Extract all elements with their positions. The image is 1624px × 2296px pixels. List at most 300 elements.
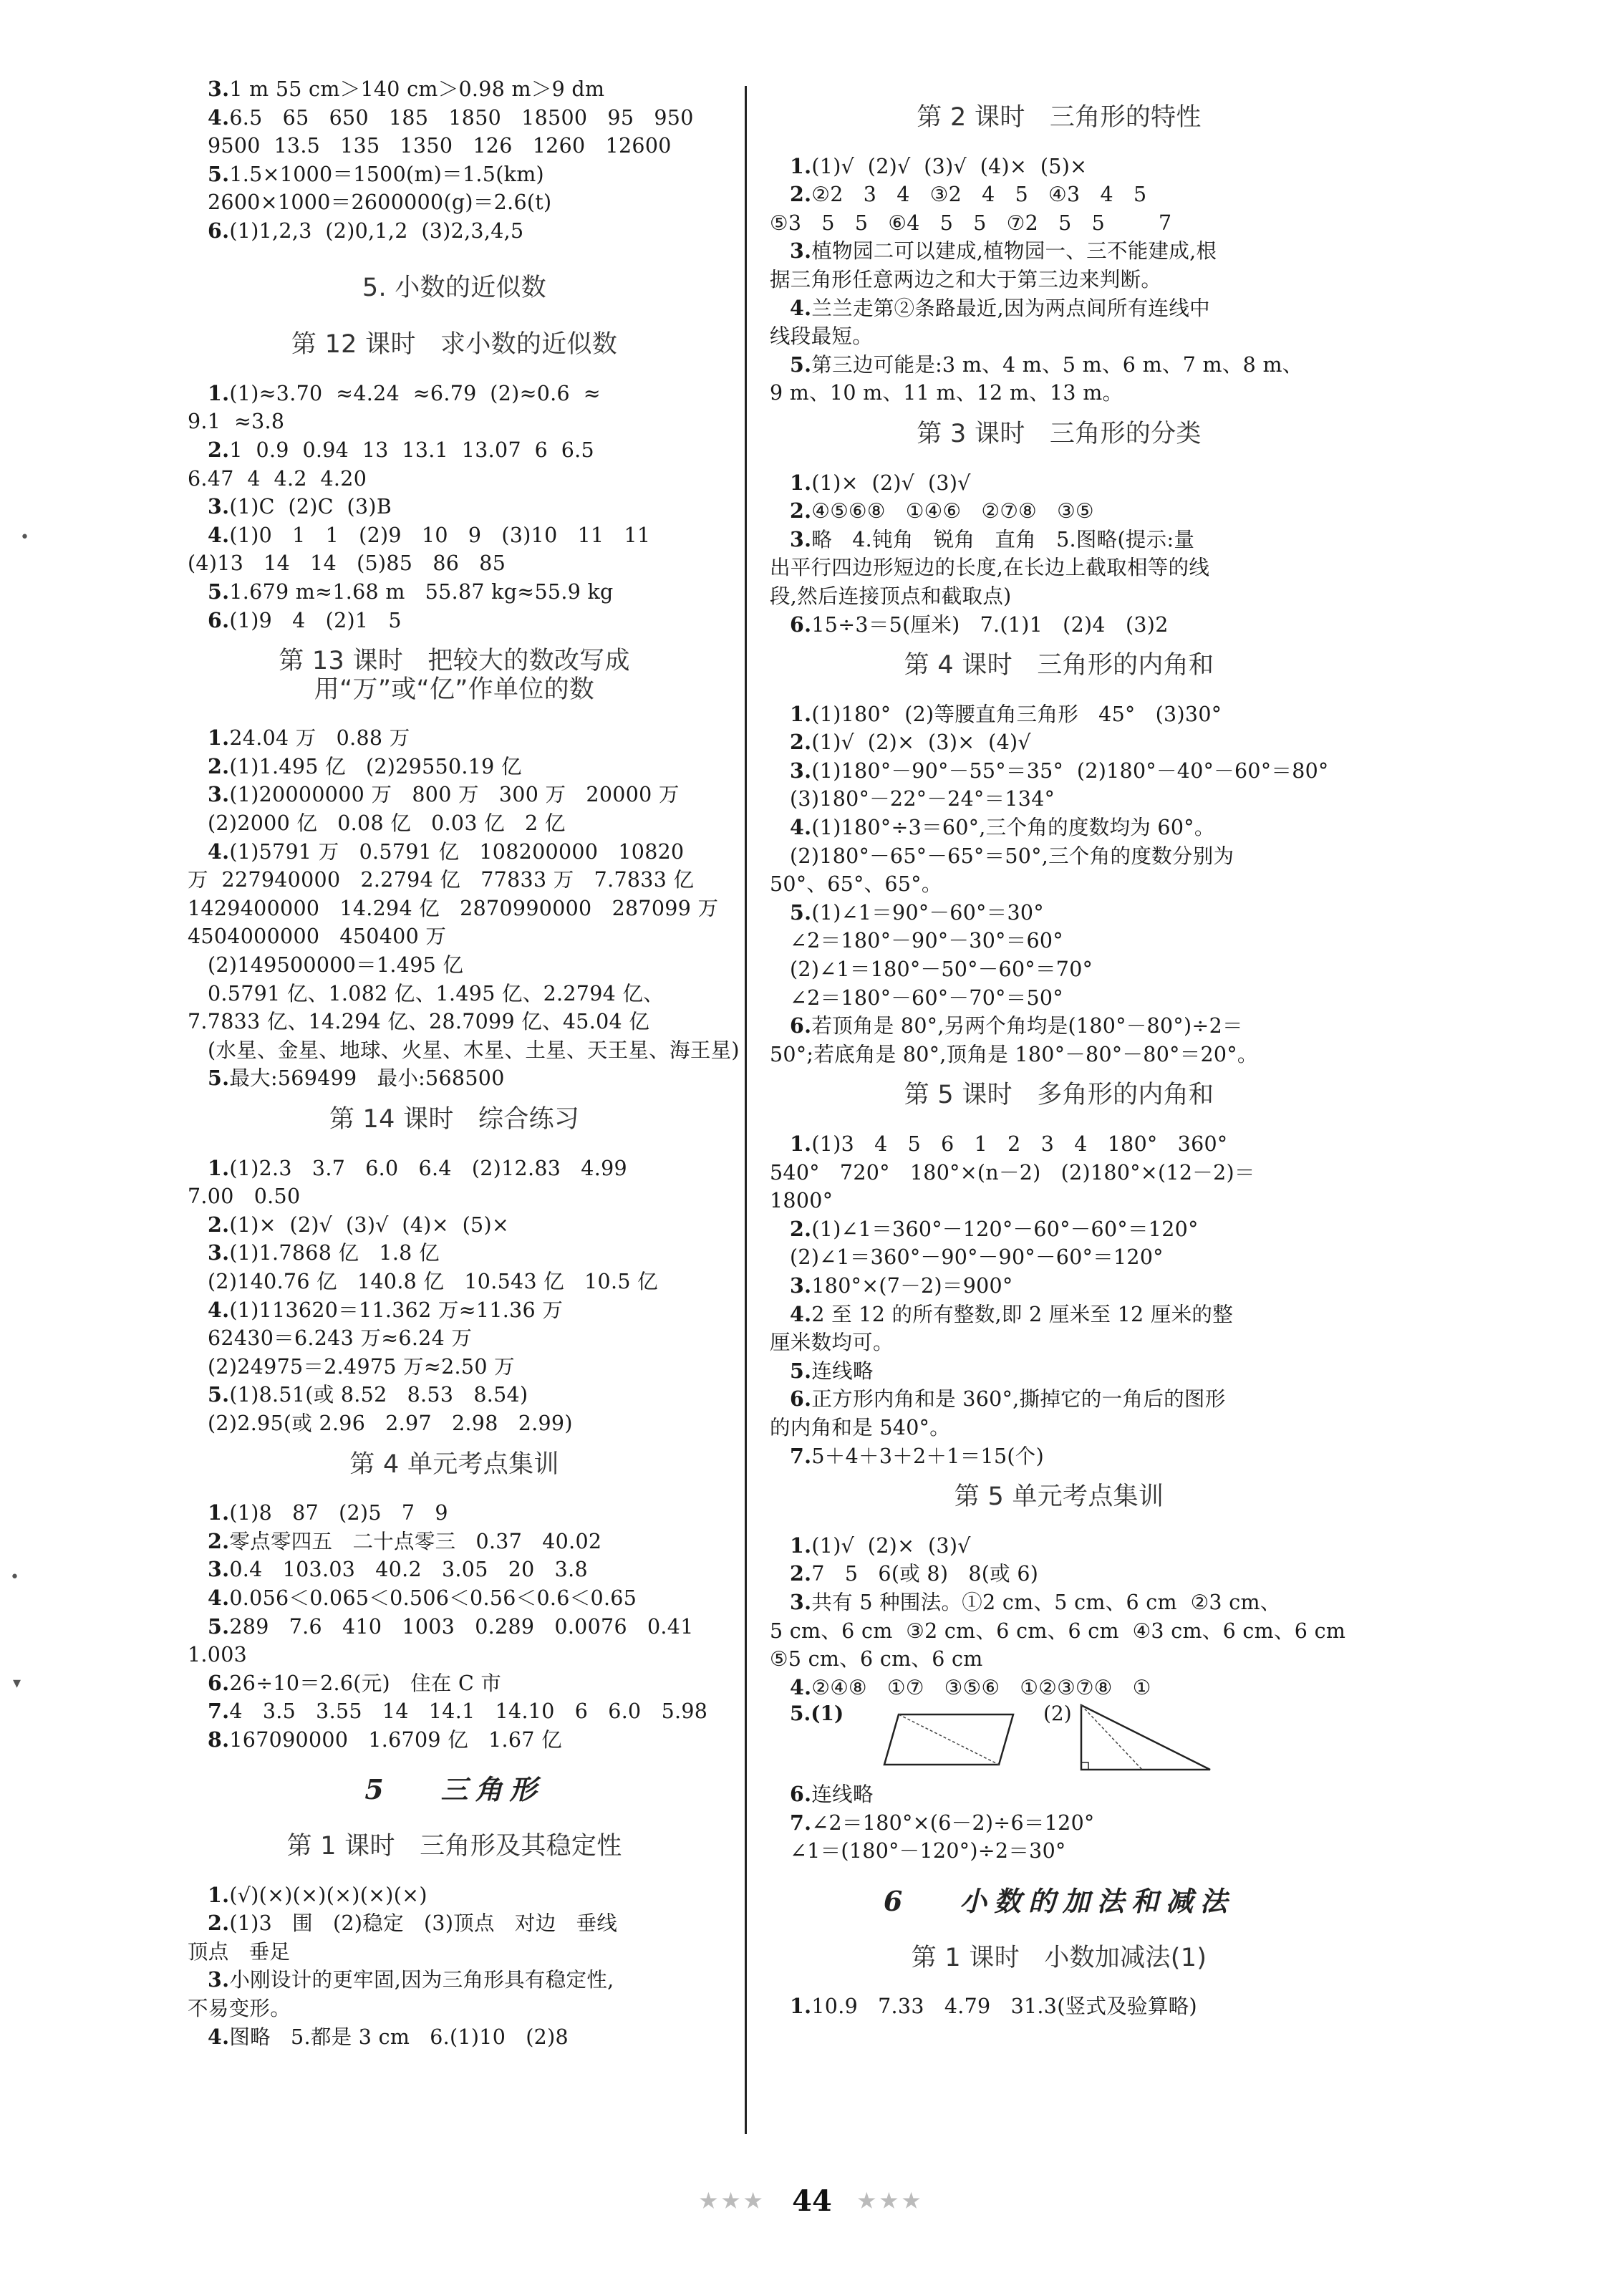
answer-text: 26÷10＝2.6(元) 住在 C 市 <box>229 1671 502 1695</box>
answer-line <box>188 753 721 781</box>
answer-text: (1)113620＝11.362 万≈11.36 万 <box>229 1298 564 1322</box>
answer-text: 7.7833 亿、14.294 亿、28.7099 亿、45.04 亿 <box>188 1010 650 1034</box>
answer-text: 1429400000 14.294 亿 2870990000 287099 万 <box>188 896 719 920</box>
answer-line <box>188 549 721 578</box>
answer-line <box>770 294 1348 323</box>
answer-text: 0.056＜0.065＜0.506＜0.56＜0.6＜0.65 <box>229 1586 637 1610</box>
question-number: 5. <box>208 161 230 186</box>
answer-text: (1)180° (2)等腰直角三角形 45° (3)30° <box>811 702 1222 726</box>
answer-text: 1800° <box>770 1189 833 1213</box>
unit-title: 6 小数的加法和减法 <box>883 1885 1235 1918</box>
answer-text: (2)∠1＝180°－50°－60°＝70° <box>790 958 1093 982</box>
question-number: 6. <box>208 1670 230 1695</box>
answer-line <box>188 407 721 436</box>
answer-line <box>188 809 721 838</box>
question-number: 5. <box>208 1382 230 1407</box>
answer-line <box>770 209 1348 238</box>
answer-figures <box>770 1702 1348 1780</box>
answer-line <box>188 866 721 894</box>
answer-text: 顶点 垂足 <box>188 1939 291 1964</box>
answer-text: 62430＝6.243 万≈6.24 万 <box>208 1326 473 1351</box>
answer-text: 最大:569499 最小:568500 <box>229 1066 505 1091</box>
answer-text: (1)1.495 亿 (2)29550.19 亿 <box>229 754 522 778</box>
answer-text: 1 0.9 0.94 13 13.1 13.07 6 6.5 <box>229 438 594 462</box>
question-number: 4. <box>790 295 812 320</box>
answer-text: 6.47 4 4.2 4.20 <box>188 466 367 491</box>
answer-text: 小刚设计的更牢固,因为三角形具有稳定性, <box>229 1968 614 1992</box>
answer-line <box>188 1499 721 1528</box>
question-number: 5. <box>208 1614 230 1639</box>
question-number: 2. <box>790 182 812 207</box>
section-heading: 第 12 课时 求小数的近似数 <box>291 330 618 360</box>
answer-text: (2)149500000＝1.495 亿 <box>208 953 464 978</box>
question-number: 3. <box>208 1967 230 1992</box>
figure-label-1: 5.(1) <box>790 1702 844 1726</box>
question-number: 4. <box>208 839 230 864</box>
answer-line <box>770 1243 1348 1272</box>
page-number: 44 <box>792 2184 832 2218</box>
answer-text: (1)√ (2)× (3)√ <box>811 1533 971 1558</box>
answer-line <box>770 1130 1348 1159</box>
question-number: 2. <box>208 437 230 462</box>
section-heading: 第 14 课时 综合练习 <box>329 1105 580 1134</box>
answer-text: 540° 720° 180°×(n－2) (2)180°×(12－2)＝ <box>770 1160 1255 1185</box>
spacer <box>188 1093 721 1106</box>
question-number: 3. <box>208 1557 230 1582</box>
answer-line <box>188 2023 721 2052</box>
question-number: 1. <box>208 725 230 751</box>
question-number: 5. <box>790 1358 812 1383</box>
answer-text: 1.5×1000＝1500(m)＝1.5(km) <box>229 162 544 186</box>
question-number: 3. <box>208 494 230 519</box>
answer-line <box>770 927 1348 955</box>
spacer <box>188 704 721 724</box>
answer-text: 6.5 65 650 185 1850 18500 95 950 <box>229 105 694 130</box>
spacer <box>770 1069 1348 1081</box>
question-number: 5. <box>790 899 812 925</box>
question-number: 1. <box>208 1500 230 1525</box>
answer-line <box>188 1584 721 1613</box>
question-number: 3. <box>208 77 230 101</box>
question-number: 1. <box>790 1994 812 2019</box>
answer-text: 24.04 万 0.88 万 <box>229 726 410 751</box>
spacer <box>188 1438 721 1451</box>
section-heading: 第 2 课时 三角形的特性 <box>917 103 1202 132</box>
answer-text: 4 3.5 3.55 14 14.1 14.10 6 6.0 5.98 <box>229 1699 708 1724</box>
answer-text: 1.679 m≈1.68 m 55.87 kg≈55.9 kg <box>229 579 614 604</box>
answer-text: ⑤3 5 5 ⑥4 5 5 ⑦2 5 5 7 <box>770 211 1172 235</box>
answer-line <box>188 1353 721 1381</box>
question-number: 3. <box>790 758 812 783</box>
question-number: 4. <box>790 1674 812 1699</box>
answer-line <box>770 351 1348 380</box>
spacer <box>770 449 1348 469</box>
answer-text: (1)∠1＝360°－120°－60°－60°＝120° <box>811 1217 1199 1241</box>
answer-line <box>770 842 1348 871</box>
answer-line <box>188 1064 721 1093</box>
answer-text: 15÷3＝5(厘米) 7.(1)1 (2)4 (3)2 <box>811 612 1169 637</box>
answer-text: 连线略 <box>811 1783 874 1807</box>
question-number: 3. <box>790 1589 812 1614</box>
answer-text: 10.9 7.33 4.79 31.3(竖式及验算略) <box>811 1994 1197 2019</box>
question-number: 1. <box>790 153 812 178</box>
answer-text: (2)2.95(或 2.96 2.97 2.98 2.99) <box>208 1411 573 1435</box>
answer-text: (1)180°－90°－55°＝35° (2)180°－40°－60°＝80° <box>811 758 1329 783</box>
answer-line <box>188 951 721 980</box>
answer-text: 段,然后连接顶点和截取点) <box>770 584 1012 608</box>
answer-text: 兰兰走第②条路最近,因为两点间所有连线中 <box>811 296 1210 320</box>
spacer <box>770 1470 1348 1483</box>
answer-text: 不易变形。 <box>188 1997 291 2021</box>
answer-text: 4504000000 450400 万 <box>188 925 447 949</box>
answer-line <box>770 526 1348 554</box>
question-number: 4. <box>208 2024 230 2049</box>
spacer <box>770 407 1348 420</box>
answer-text: (1)20000000 万 800 万 300 万 20000 万 <box>229 783 680 807</box>
answer-line <box>188 781 721 809</box>
answer-line <box>188 1697 721 1726</box>
answer-line <box>770 1532 1348 1561</box>
answer-line <box>188 1036 740 1065</box>
right-column <box>770 75 1348 2021</box>
answer-line <box>188 1324 721 1353</box>
answer-text: (2)2000 亿 0.08 亿 0.03 亿 2 亿 <box>208 811 566 836</box>
answer-line <box>188 1239 721 1268</box>
answer-line <box>770 1414 1348 1442</box>
answer-text: 的内角和是 540°。 <box>770 1415 951 1439</box>
answer-line <box>770 1215 1348 1244</box>
answer-text: 1 m 55 cm＞140 cm＞0.98 m＞9 dm <box>229 77 605 101</box>
answer-line <box>188 1966 721 1994</box>
answer-line <box>188 1182 721 1211</box>
answer-text: 厘米数均可。 <box>770 1331 894 1355</box>
section-heading: 第 5 课时 多角形的内角和 <box>904 1081 1214 1110</box>
question-number: 1. <box>208 1882 230 1907</box>
question-number: 4. <box>208 105 230 130</box>
question-number: 1. <box>208 1155 230 1180</box>
answer-line <box>188 578 721 607</box>
answer-line <box>188 188 721 217</box>
answer-line <box>770 497 1348 526</box>
answer-text: 289 7.6 410 1003 0.289 0.0076 0.41 <box>229 1614 694 1639</box>
answer-line <box>188 521 721 550</box>
question-number: 3. <box>790 1273 812 1298</box>
answer-text: 共有 5 种围法。①2 cm、5 cm、6 cm ②3 cm、 <box>811 1590 1281 1614</box>
answer-text: (1)≈3.70 ≈4.24 ≈6.79 (2)≈0.6 ≈ <box>229 381 601 405</box>
unit-title: 5 三角形 <box>364 1773 544 1806</box>
answer-text: ∠2＝180°－90°－30°＝60° <box>790 929 1063 953</box>
answer-text: 180°×(7－2)＝900° <box>811 1273 1013 1298</box>
question-number: 1. <box>208 380 230 405</box>
answer-text: (2)∠1＝360°－90°－90°－60°＝120° <box>790 1245 1164 1270</box>
column-divider <box>745 86 747 2134</box>
spacer <box>770 75 1348 104</box>
answer-line <box>770 870 1348 899</box>
answer-text: (2)180°－65°－65°＝50°,三个角的度数分别为 <box>790 844 1234 868</box>
answer-line <box>770 955 1348 984</box>
left-column <box>188 75 740 2051</box>
answer-line <box>770 1041 1348 1069</box>
question-number: 3. <box>790 526 812 551</box>
answer-line <box>188 493 721 521</box>
answer-text: 9.1 ≈3.8 <box>188 410 285 434</box>
question-number: 3. <box>790 238 812 264</box>
spacer <box>770 1916 1348 1944</box>
answer-line <box>770 582 1348 611</box>
answer-text: 正方形内角和是 360°,撕掉它的一角后的图形 <box>811 1387 1226 1412</box>
answer-line <box>188 1409 721 1438</box>
answer-line <box>770 153 1348 181</box>
answer-line <box>770 1588 1348 1617</box>
question-number: 6. <box>790 1386 812 1412</box>
spacer <box>188 360 721 380</box>
answer-line <box>770 1012 1348 1041</box>
answer-text: (1)∠1＝90°－60°＝30° <box>811 900 1044 925</box>
answer-text: 连线略 <box>811 1359 874 1383</box>
answer-line <box>188 894 721 923</box>
answer-text: 5 cm、6 cm ③2 cm、6 cm、6 cm ④3 cm、6 cm、6 cm <box>770 1619 1346 1643</box>
answer-text: 2 至 12 的所有整数,即 2 厘米至 12 厘米的整 <box>811 1302 1234 1326</box>
answer-line <box>188 1909 721 1938</box>
answer-line <box>770 611 1348 640</box>
answer-line <box>770 1780 1348 1809</box>
answer-text: (4)13 14 14 (5)85 86 85 <box>188 551 506 576</box>
answer-line <box>188 922 721 951</box>
answer-line <box>770 814 1348 842</box>
answer-line <box>770 1837 1348 1866</box>
answer-line <box>770 984 1348 1013</box>
answer-text: ∠2＝180°－60°－70°＝50° <box>790 985 1063 1010</box>
answer-line <box>188 1268 721 1296</box>
spacer <box>770 1110 1348 1130</box>
answer-text: (2)24975＝2.4975 万≈2.50 万 <box>208 1354 515 1379</box>
question-number: 6. <box>790 1013 812 1038</box>
answer-line <box>770 554 1348 582</box>
answer-line <box>770 1272 1348 1301</box>
answer-line <box>770 1992 1348 2021</box>
answer-text: 据三角形任意两边之和大于第三边来判断。 <box>770 267 1162 291</box>
question-number: 2. <box>208 1528 230 1553</box>
answer-text: (1)180°÷3＝60°,三个角的度数均为 60°。 <box>811 816 1215 840</box>
question-number: 7. <box>790 1443 812 1468</box>
answer-text: (3)180°－22°－24°＝134° <box>790 787 1055 811</box>
answer-text: (1)1.7868 亿 1.8 亿 <box>229 1241 440 1265</box>
spacer <box>770 1972 1348 1992</box>
question-number: 5. <box>208 1066 230 1091</box>
answer-text: (1)√ (2)× (3)× (4)√ <box>811 730 1031 755</box>
answer-text: (1)8 87 (2)5 7 9 <box>229 1501 448 1525</box>
answer-line <box>770 899 1348 927</box>
question-number: 4. <box>790 815 812 840</box>
answer-line <box>770 1328 1348 1357</box>
spacer <box>770 639 1348 652</box>
answer-line <box>188 465 721 493</box>
answer-text: (1)8.51(或 8.52 8.53 8.54) <box>229 1383 528 1407</box>
answer-text: 若顶角是 80°,另两个角均是(180°－80°)÷2＝ <box>811 1014 1243 1038</box>
answer-text: (1)3 4 5 6 1 2 3 4 180° 360° <box>811 1132 1228 1156</box>
answer-line <box>188 1994 721 2023</box>
question-number: 4. <box>790 1301 812 1326</box>
question-number: 4. <box>208 1585 230 1610</box>
margin-mark: • <box>10 1568 19 1586</box>
question-number: 2. <box>790 1216 812 1241</box>
answer-line <box>188 380 721 408</box>
spacer <box>188 1479 721 1499</box>
answer-text: 线段最短。 <box>770 324 874 349</box>
answer-text: (1)5791 万 0.5791 亿 108200000 10820 <box>229 839 685 864</box>
answer-text: 9500 13.5 135 1350 126 1260 12600 <box>208 134 672 158</box>
answer-text: 万 227940000 2.2794 亿 77833 万 7.7833 亿 <box>188 868 695 892</box>
answer-text: 零点零四五 二十点零三 0.37 40.02 <box>229 1529 602 1553</box>
question-number: 6. <box>790 612 812 637</box>
answer-line <box>188 217 721 246</box>
spacer <box>770 1512 1348 1532</box>
answer-line <box>188 1008 721 1036</box>
spacer <box>188 635 721 647</box>
footer-stars-left: ★★★ <box>699 2189 767 2213</box>
answer-line <box>188 1154 721 1183</box>
answer-line <box>770 1560 1348 1588</box>
answer-text: 出平行四边形短边的长度,在长边上截取相等的线 <box>770 556 1210 580</box>
answer-line <box>188 1528 721 1556</box>
answer-line <box>188 1555 721 1584</box>
section-heading: 第 5 单元考点集训 <box>954 1482 1164 1512</box>
answer-line <box>188 1211 721 1240</box>
answer-line <box>770 1645 1348 1674</box>
question-number: 7. <box>790 1810 812 1835</box>
spacer <box>188 1861 721 1881</box>
answer-text: 植物园二可以建成,植物园一、三不能建成,根 <box>811 239 1217 264</box>
answer-text: 1.003 <box>188 1643 248 1667</box>
answer-text: ②2 3 4 ③2 4 5 ④3 4 5 <box>811 183 1147 207</box>
question-number: 3. <box>208 1240 230 1265</box>
question-number: 2. <box>790 730 812 755</box>
footer-stars-right: ★★★ <box>857 2189 925 2213</box>
question-number: 1. <box>790 1533 812 1558</box>
answer-text: 略 4.钝角 锐角 直角 5.图略(提示:量 <box>811 527 1195 551</box>
spacer <box>188 246 721 274</box>
section-heading: 第 3 课时 三角形的分类 <box>917 419 1202 448</box>
answer-line <box>188 1296 721 1325</box>
question-number: 3. <box>208 782 230 807</box>
answer-text: 9 m、10 m、11 m、12 m、13 m。 <box>770 381 1123 405</box>
question-number: 1. <box>790 1132 812 1156</box>
answer-text: 7 5 6(或 8) 8(或 6) <box>811 1562 1039 1586</box>
answer-text: 50°;若底角是 80°,顶角是 180°－80°－80°＝20°。 <box>770 1042 1258 1066</box>
answer-text: 7.00 0.50 <box>188 1185 301 1209</box>
answer-line <box>188 838 721 867</box>
page-footer <box>0 2181 1624 2218</box>
answer-line <box>770 266 1348 294</box>
answer-text: ⑤5 cm、6 cm、6 cm <box>770 1647 983 1672</box>
answer-line <box>188 160 721 189</box>
answer-text: (1)× (2)√ (3)√ <box>811 471 971 495</box>
section-heading: 第 13 课时 把较大的数改写成 <box>279 647 630 676</box>
section-heading: 第 4 单元考点集训 <box>349 1450 559 1479</box>
answer-text: 图略 5.都是 3 cm 6.(1)10 (2)8 <box>229 2025 569 2049</box>
question-number: 5. <box>208 579 230 604</box>
answer-text: (√)(×)(×)(×)(×)(×) <box>229 1883 427 1907</box>
spacer <box>188 1754 721 1775</box>
answer-text: 5＋4＋3＋2＋1＝15(个) <box>811 1444 1045 1468</box>
answer-line <box>770 180 1348 209</box>
question-number: 2. <box>208 1911 230 1936</box>
right-triangle-figure <box>1074 1702 1217 1773</box>
answer-text: (1)2.3 3.7 6.0 6.4 (2)12.83 4.99 <box>229 1156 627 1180</box>
answer-line <box>188 132 721 160</box>
spacer <box>188 1804 721 1833</box>
question-number: 6. <box>790 1782 812 1807</box>
question-number: 2. <box>790 498 812 524</box>
figure-label-2: (2) <box>1043 1702 1072 1726</box>
margin-mark: • <box>20 529 29 546</box>
answer-text: 0.5791 亿、1.082 亿、1.495 亿、2.2794 亿、 <box>208 981 664 1005</box>
spacer <box>188 302 721 331</box>
answer-line <box>770 237 1348 266</box>
question-number: 1. <box>790 470 812 495</box>
answer-text: (1)0 1 1 (2)9 10 9 (3)10 11 11 <box>229 523 651 547</box>
answer-line <box>770 1385 1348 1414</box>
answer-line <box>770 728 1348 757</box>
section-heading: 5. 小数的近似数 <box>362 273 547 302</box>
answer-line <box>770 1357 1348 1386</box>
question-number: 6. <box>208 607 230 632</box>
parallelogram-figure <box>877 1707 1028 1772</box>
answer-line <box>188 104 721 132</box>
answer-text: ④⑤⑥⑧ ①④⑥ ②⑦⑧ ③⑤ <box>811 499 1094 524</box>
answer-line <box>188 1669 721 1698</box>
answer-text: ∠1＝(180°－120°)÷2＝30° <box>790 1839 1066 1863</box>
answer-line <box>770 1674 1348 1702</box>
answer-line <box>188 607 721 635</box>
answer-text: (2)140.76 亿 140.8 亿 10.543 亿 10.5 亿 <box>208 1269 658 1293</box>
answer-line <box>188 75 721 104</box>
answer-line <box>770 700 1348 729</box>
question-number: 8. <box>208 1727 230 1752</box>
answer-line <box>770 322 1348 351</box>
answer-text: 2600×1000＝2600000(g)＝2.6(t) <box>208 190 552 215</box>
question-number: 4. <box>208 1297 230 1322</box>
answer-text: ∠2＝180°×(6－2)÷6＝120° <box>811 1810 1095 1835</box>
answer-text: ②④⑧ ①⑦ ③⑤⑥ ①②③⑦⑧ ① <box>811 1675 1151 1699</box>
question-number: 5. <box>790 352 812 377</box>
question-number: 2. <box>208 1212 230 1237</box>
answer-line <box>188 1881 721 1910</box>
answer-text: (1)× (2)√ (3)√ (4)× (5)× <box>229 1212 510 1237</box>
answer-line <box>188 1381 721 1409</box>
answer-line <box>770 1617 1348 1646</box>
answer-text: 第三边可能是:3 m、4 m、5 m、6 m、7 m、8 m、 <box>811 352 1303 377</box>
question-number: 6. <box>208 218 230 243</box>
answer-text: 0.4 103.03 40.2 3.05 20 3.8 <box>229 1558 588 1582</box>
answer-line <box>188 436 721 465</box>
answer-line <box>770 1159 1348 1187</box>
answer-text: 50°、65°、65°。 <box>770 872 942 897</box>
answer-line <box>188 724 721 753</box>
answer-text: (1)√ (2)√ (3)√ (4)× (5)× <box>811 154 1088 178</box>
question-number: 2. <box>208 753 230 778</box>
answer-line <box>770 1301 1348 1329</box>
answer-line <box>770 1809 1348 1838</box>
answer-text: 167090000 1.6709 亿 1.67 亿 <box>229 1727 562 1752</box>
answer-line <box>188 1613 721 1641</box>
question-number: 1. <box>790 701 812 726</box>
answer-text: (1)9 4 (2)1 5 <box>229 608 402 632</box>
answer-line <box>770 757 1348 786</box>
answer-line <box>770 1187 1348 1215</box>
spacer <box>770 132 1348 153</box>
answer-line <box>770 379 1348 407</box>
